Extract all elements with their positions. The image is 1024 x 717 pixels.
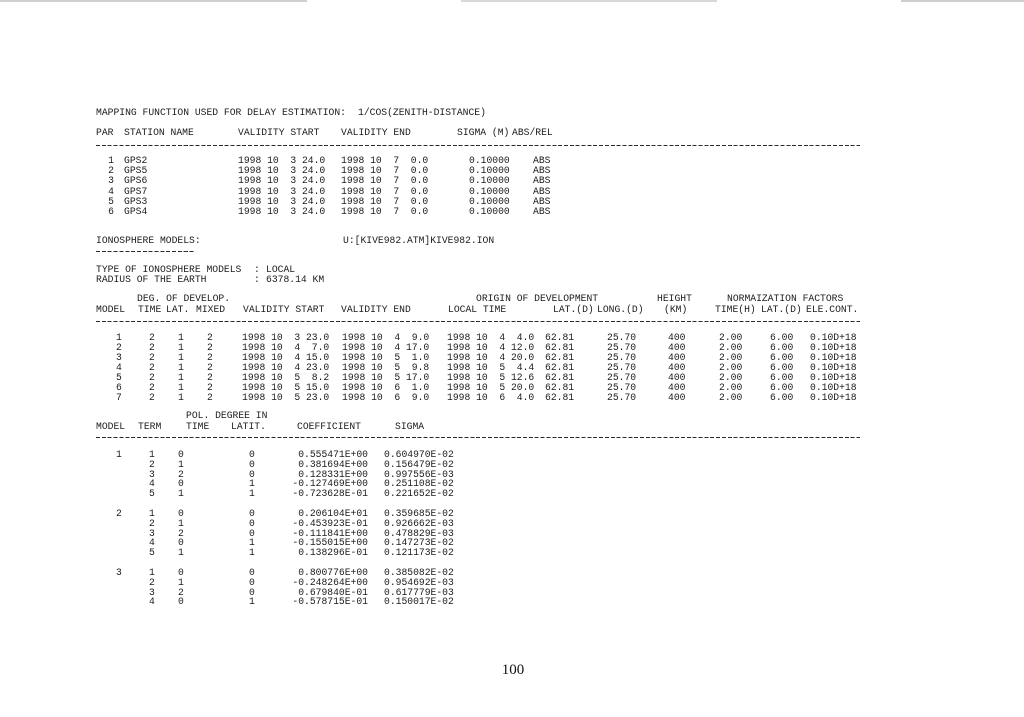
- model-mixed-degree: 2: [207, 392, 213, 403]
- station-abs-rel: ABS: [533, 175, 551, 187]
- header-model: MODEL: [96, 304, 126, 315]
- model-height: 400: [668, 372, 686, 383]
- model-validity-end: 1998 10 5 9.8: [342, 362, 430, 373]
- coefficient-value: -0.248264E+00: [292, 576, 368, 588]
- model-origin-long: 25.70: [607, 362, 637, 373]
- model-lat-degree: 1: [178, 372, 184, 383]
- header-height: HEIGHT: [657, 293, 692, 304]
- coefficient-latit-degree: 0: [249, 508, 255, 519]
- coefficient-value: 0.128331E+00: [298, 468, 368, 480]
- model-local-time: 1998 10 5 4.4: [447, 362, 535, 373]
- coefficient-model: 1: [116, 449, 122, 460]
- model-norm-lat: 6.00: [770, 392, 794, 403]
- ionosphere-type-label: TYPE OF IONOSPHERE MODELS: [96, 264, 242, 275]
- coefficient-time-degree: 0: [178, 567, 184, 578]
- coefficient-time-degree: 1: [178, 576, 184, 588]
- header-model: MODEL: [96, 421, 126, 432]
- coefficient-value: 0.381694E+00: [298, 458, 368, 470]
- ionosphere-type-separator: :: [254, 264, 260, 275]
- coefficient-value: 0.800776E+00: [298, 567, 368, 578]
- model-time-degree: 2: [149, 352, 155, 363]
- coefficient-time-degree: 0: [178, 537, 184, 549]
- coefficient-latit-degree: 0: [249, 449, 255, 460]
- model-norm-lat: 6.00: [770, 332, 794, 343]
- model-number: 4: [116, 362, 122, 373]
- page-number: 100: [501, 662, 525, 678]
- model-origin-long: 25.70: [607, 332, 637, 343]
- station-par: 4: [108, 185, 114, 197]
- coefficient-sigma: 0.121173E-02: [384, 547, 454, 559]
- header-lat-d: LAT.(D): [553, 304, 594, 315]
- coefficient-sigma: 0.997556E-03: [384, 468, 454, 480]
- coefficient-sigma: 0.478829E-03: [384, 527, 454, 539]
- coefficient-value: 0.555471E+00: [298, 449, 368, 460]
- model-time-degree: 2: [149, 342, 155, 353]
- scan-edge: [0, 0, 1024, 2]
- coefficient-term: 3: [149, 586, 155, 598]
- station-validity-start: 1998 10 3 24.0: [238, 185, 326, 197]
- header-time: TIME: [138, 304, 162, 315]
- model-validity-start: 1998 10 4 15.0: [242, 352, 330, 363]
- model-mixed-degree: 2: [207, 352, 213, 363]
- mapping-function-value: 1/COS(ZENITH-DISTANCE): [358, 107, 486, 118]
- coefficient-latit-degree: 0: [249, 567, 255, 578]
- station-abs-rel: ABS: [533, 206, 551, 217]
- model-local-time: 1998 10 5 12.6: [447, 372, 535, 383]
- coefficient-term: 2: [149, 576, 155, 588]
- station-validity-end: 1998 10 7 0.0: [341, 175, 429, 187]
- coefficient-term: 5: [149, 488, 155, 500]
- coefficient-table-divider: [96, 437, 860, 438]
- coefficient-value: -0.127469E+00: [292, 478, 368, 490]
- model-lat-degree: 1: [178, 382, 184, 393]
- model-number: 7: [116, 392, 122, 403]
- model-norm-ele-cont: 0.10D+18: [810, 342, 857, 353]
- model-validity-start: 1998 10 3 23.0: [242, 332, 330, 343]
- model-origin-lat: 62.81: [545, 352, 575, 363]
- model-local-time: 1998 10 6 4.0: [447, 392, 535, 403]
- coefficient-time-degree: 2: [178, 527, 184, 539]
- coefficient-latit-degree: 1: [249, 596, 255, 608]
- earth-radius-value: 6378.14 KM: [266, 274, 325, 285]
- ionosphere-type-value: LOCAL: [266, 264, 296, 275]
- station-par: 6: [108, 206, 114, 217]
- coefficient-latit-degree: 1: [249, 547, 255, 559]
- model-number: 1: [116, 332, 122, 343]
- coefficient-value: -0.453923E-01: [292, 517, 368, 529]
- model-local-time: 1998 10 4 20.0: [447, 352, 535, 363]
- model-norm-time: 2.00: [719, 342, 743, 353]
- header-validity-end: VALIDITY END: [341, 304, 411, 315]
- model-origin-lat: 62.81: [545, 382, 575, 393]
- header-validity-start: VALIDITY START: [238, 127, 320, 138]
- coefficient-sigma: 0.385082E-02: [384, 567, 454, 578]
- model-height: 400: [668, 332, 686, 343]
- station-validity-start: 1998 10 3 24.0: [238, 175, 326, 187]
- model-norm-lat: 6.00: [770, 372, 794, 383]
- station-validity-start: 1998 10 3 24.0: [238, 155, 326, 166]
- station-validity-end: 1998 10 7 0.0: [341, 206, 429, 217]
- header-validity-end: VALIDITY END: [341, 127, 411, 138]
- header-deg-of-develop: DEG. OF DEVELOP.: [137, 293, 231, 304]
- model-origin-lat: 62.81: [545, 362, 575, 373]
- coefficient-latit-degree: 0: [249, 586, 255, 598]
- coefficient-term: 4: [149, 596, 155, 608]
- header-sigma: SIGMA: [395, 421, 425, 432]
- header-mixed: MIXED: [196, 304, 226, 315]
- model-time-degree: 2: [149, 332, 155, 343]
- station-name: GPS2: [124, 155, 148, 166]
- coefficient-time-degree: 1: [178, 488, 184, 500]
- header-station-name: STATION NAME: [124, 127, 194, 138]
- model-height: 400: [668, 342, 686, 353]
- coefficient-time-degree: 2: [178, 468, 184, 480]
- station-validity-end: 1998 10 7 0.0: [341, 165, 429, 177]
- coefficient-latit-degree: 0: [249, 468, 255, 480]
- header-origin-of-development: ORIGIN OF DEVELOPMENT: [476, 293, 599, 304]
- coefficient-time-degree: 0: [178, 596, 184, 608]
- header-lat: LAT.: [166, 304, 190, 315]
- model-height: 400: [668, 362, 686, 373]
- station-sigma: 0.10000: [469, 185, 510, 197]
- station-abs-rel: ABS: [533, 155, 551, 166]
- header-km: (KM): [664, 304, 688, 315]
- model-height: 400: [668, 352, 686, 363]
- coefficient-latit-degree: 0: [249, 517, 255, 529]
- station-name: GPS7: [124, 185, 148, 197]
- model-time-degree: 2: [149, 392, 155, 403]
- header-long-d: LONG.(D): [597, 304, 644, 315]
- model-time-degree: 2: [149, 362, 155, 373]
- model-validity-end: 1998 10 5 17.0: [342, 372, 430, 383]
- station-validity-start: 1998 10 3 24.0: [238, 206, 326, 217]
- model-time-degree: 2: [149, 372, 155, 383]
- model-mixed-degree: 2: [207, 342, 213, 353]
- model-origin-long: 25.70: [607, 342, 637, 353]
- station-name: GPS3: [124, 195, 148, 207]
- coefficient-value: -0.723628E-01: [292, 488, 368, 500]
- model-validity-start: 1998 10 5 23.0: [242, 392, 330, 403]
- model-norm-ele-cont: 0.10D+18: [810, 332, 857, 343]
- coefficient-value: 0.206104E+01: [298, 508, 368, 519]
- model-origin-long: 25.70: [607, 372, 637, 383]
- coefficient-term: 3: [149, 468, 155, 480]
- model-number: 2: [116, 342, 122, 353]
- station-sigma: 0.10000: [469, 206, 510, 217]
- coefficient-latit-degree: 0: [249, 458, 255, 470]
- station-abs-rel: ABS: [533, 195, 551, 207]
- model-origin-long: 25.70: [607, 392, 637, 403]
- coefficient-term: 3: [149, 527, 155, 539]
- model-origin-long: 25.70: [607, 352, 637, 363]
- coefficient-latit-degree: 0: [249, 576, 255, 588]
- coefficient-sigma: 0.954692E-03: [384, 576, 454, 588]
- coefficient-sigma: 0.150017E-02: [384, 596, 454, 608]
- coefficient-model: 3: [116, 567, 122, 578]
- model-validity-end: 1998 10 6 1.0: [342, 382, 430, 393]
- model-height: 400: [668, 382, 686, 393]
- model-mixed-degree: 2: [207, 382, 213, 393]
- coefficient-value: -0.578715E-01: [292, 596, 368, 608]
- coefficient-latit-degree: 1: [249, 478, 255, 490]
- model-norm-time: 2.00: [719, 382, 743, 393]
- coefficient-sigma: 0.221652E-02: [384, 488, 454, 500]
- coefficient-sigma: 0.617779E-03: [384, 586, 454, 598]
- header-abs-rel: ABS/REL: [512, 127, 553, 138]
- coefficient-sigma: 0.156479E-02: [384, 458, 454, 470]
- model-table-divider: [96, 321, 860, 322]
- coefficient-term: 1: [149, 449, 155, 460]
- header-pol-degree-in: POL. DEGREE IN: [186, 410, 268, 421]
- model-height: 400: [668, 392, 686, 403]
- model-lat-degree: 1: [178, 342, 184, 353]
- model-norm-lat: 6.00: [770, 362, 794, 373]
- station-validity-end: 1998 10 7 0.0: [341, 155, 429, 166]
- model-norm-time: 2.00: [719, 352, 743, 363]
- coefficient-term: 1: [149, 567, 155, 578]
- station-par: 2: [108, 165, 114, 177]
- header-sigma: SIGMA (M): [457, 127, 510, 138]
- mapping-function-label: MAPPING FUNCTION USED FOR DELAY ESTIMATION:: [96, 107, 346, 118]
- model-lat-degree: 1: [178, 332, 184, 343]
- model-validity-end: 1998 10 5 1.0: [342, 352, 430, 363]
- model-norm-ele-cont: 0.10D+18: [810, 372, 857, 383]
- header-local-time: LOCAL TIME: [448, 304, 507, 315]
- model-norm-ele-cont: 0.10D+18: [810, 352, 857, 363]
- model-norm-time: 2.00: [719, 372, 743, 383]
- model-origin-lat: 62.81: [545, 372, 575, 383]
- station-abs-rel: ABS: [533, 165, 551, 177]
- header-norm-lat-d: LAT.(D): [761, 304, 802, 315]
- header-term: TERM: [138, 421, 162, 432]
- model-norm-time: 2.00: [719, 332, 743, 343]
- model-norm-lat: 6.00: [770, 382, 794, 393]
- coefficient-term: 2: [149, 458, 155, 470]
- model-norm-lat: 6.00: [770, 342, 794, 353]
- coefficient-value: 0.138296E-01: [298, 547, 368, 559]
- header-validity-start: VALIDITY START: [243, 304, 325, 315]
- station-par: 3: [108, 175, 114, 187]
- coefficient-value: -0.111841E+00: [292, 527, 368, 539]
- header-time-h: TIME(H): [715, 304, 756, 315]
- station-name: GPS6: [124, 175, 148, 187]
- coefficient-time-degree: 1: [178, 547, 184, 559]
- model-local-time: 1998 10 4 4.0: [447, 332, 535, 343]
- model-validity-start: 1998 10 4 7.0: [242, 342, 330, 353]
- station-validity-end: 1998 10 7 0.0: [341, 195, 429, 207]
- coefficient-model: 2: [116, 508, 122, 519]
- station-name: GPS4: [124, 206, 148, 217]
- model-origin-long: 25.70: [607, 382, 637, 393]
- ionosphere-file: U:[KIVE982.ATM]KIVE982.ION: [343, 235, 495, 246]
- station-validity-start: 1998 10 3 24.0: [238, 195, 326, 207]
- coefficient-latit-degree: 0: [249, 527, 255, 539]
- station-name: GPS5: [124, 165, 148, 177]
- coefficient-term: 4: [149, 478, 155, 490]
- header-latit: LATIT.: [231, 421, 266, 432]
- coefficient-sigma: 0.147273E-02: [384, 537, 454, 549]
- earth-radius-separator: :: [254, 274, 260, 285]
- header-ele-cont: ELE.CONT.: [806, 304, 859, 315]
- model-norm-ele-cont: 0.10D+18: [810, 392, 857, 403]
- model-validity-end: 1998 10 6 9.0: [342, 392, 430, 403]
- model-origin-lat: 62.81: [545, 332, 575, 343]
- model-norm-ele-cont: 0.10D+18: [810, 382, 857, 393]
- coefficient-time-degree: 0: [178, 478, 184, 490]
- coefficient-sigma: 0.359685E-02: [384, 508, 454, 519]
- coefficient-time-degree: 2: [178, 586, 184, 598]
- model-time-degree: 2: [149, 382, 155, 393]
- model-number: 3: [116, 352, 122, 363]
- coefficient-time-degree: 1: [178, 517, 184, 529]
- header-normalization-factors: NORMAIZATION FACTORS: [727, 293, 844, 304]
- station-sigma: 0.10000: [469, 155, 510, 166]
- model-validity-start: 1998 10 5 8.2: [242, 372, 330, 383]
- coefficient-term: 1: [149, 508, 155, 519]
- header-coefficient: COEFFICIENT: [297, 421, 361, 432]
- coefficient-latit-degree: 1: [249, 537, 255, 549]
- model-lat-degree: 1: [178, 392, 184, 403]
- model-validity-start: 1998 10 5 15.0: [242, 382, 330, 393]
- ionosphere-title: IONOSPHERE MODELS:: [96, 235, 201, 246]
- model-origin-lat: 62.81: [545, 342, 575, 353]
- model-norm-lat: 6.00: [770, 352, 794, 363]
- coefficient-sigma: 0.251108E-02: [384, 478, 454, 490]
- coefficient-time-degree: 1: [178, 458, 184, 470]
- station-par: 1: [108, 155, 114, 166]
- model-local-time: 1998 10 4 12.0: [447, 342, 535, 353]
- model-mixed-degree: 2: [207, 332, 213, 343]
- station-abs-rel: ABS: [533, 185, 551, 197]
- ionosphere-title-underline: [96, 251, 195, 252]
- model-origin-lat: 62.81: [545, 392, 575, 403]
- model-validity-start: 1998 10 4 23.0: [242, 362, 330, 373]
- model-mixed-degree: 2: [207, 362, 213, 373]
- station-table-divider: [96, 145, 860, 146]
- coefficient-sigma: 0.926662E-03: [384, 517, 454, 529]
- coefficient-term: 2: [149, 517, 155, 529]
- model-number: 6: [116, 382, 122, 393]
- coefficient-value: 0.679840E-01: [298, 586, 368, 598]
- model-lat-degree: 1: [178, 362, 184, 373]
- station-validity-start: 1998 10 3 24.0: [238, 165, 326, 177]
- station-sigma: 0.10000: [469, 165, 510, 177]
- coefficient-term: 5: [149, 547, 155, 559]
- station-sigma: 0.10000: [469, 195, 510, 207]
- coefficient-time-degree: 0: [178, 508, 184, 519]
- coefficient-sigma: 0.604970E-02: [384, 449, 454, 460]
- coefficient-time-degree: 0: [178, 449, 184, 460]
- model-norm-time: 2.00: [719, 362, 743, 373]
- station-sigma: 0.10000: [469, 175, 510, 187]
- earth-radius-label: RADIUS OF THE EARTH: [96, 274, 207, 285]
- station-validity-end: 1998 10 7 0.0: [341, 185, 429, 197]
- coefficient-term: 4: [149, 537, 155, 549]
- coefficient-latit-degree: 1: [249, 488, 255, 500]
- header-par: PAR: [96, 127, 114, 138]
- model-number: 5: [116, 372, 122, 383]
- model-local-time: 1998 10 5 20.0: [447, 382, 535, 393]
- model-norm-ele-cont: 0.10D+18: [810, 362, 857, 373]
- coefficient-value: -0.155015E+00: [292, 537, 368, 549]
- model-validity-end: 1998 10 4 9.0: [342, 332, 430, 343]
- model-validity-end: 1998 10 4 17.0: [342, 342, 430, 353]
- model-norm-time: 2.00: [719, 392, 743, 403]
- model-lat-degree: 1: [178, 352, 184, 363]
- model-mixed-degree: 2: [207, 372, 213, 383]
- header-time: TIME: [186, 421, 210, 432]
- station-par: 5: [108, 195, 114, 207]
